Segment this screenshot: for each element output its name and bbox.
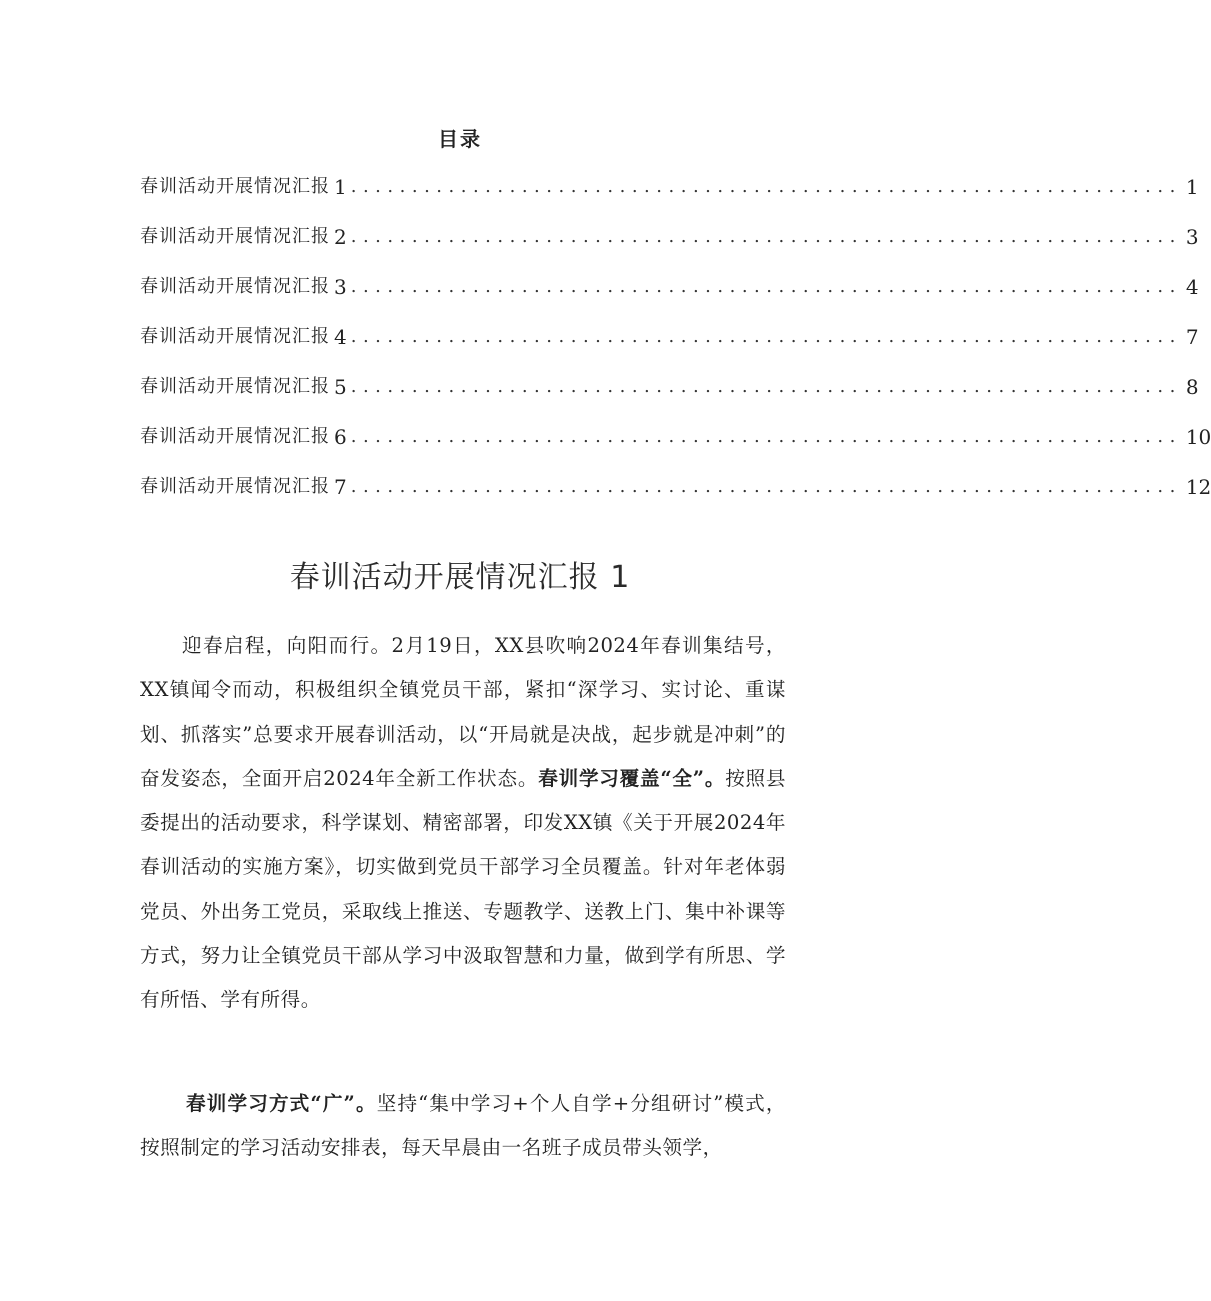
toc-dot-leader: .................................................................... — [350, 326, 1182, 347]
paragraph-text: 按照县委提出的活动要求，科学谋划、精密部署，印发XX镇《关于开展2024年春训活动的实施方案》，切实做到党员干部学习全员覆盖。针对年老体弱党员、外出务工党员，采取线上推送、专题教学、送教上门、集中补课等方式，努力让全镇党员干部从学习中汲取智慧和力量，做到学有所思、学有所悟、学有所得。 — [140, 766, 786, 1012]
toc-page-number: 7 — [1185, 325, 1199, 349]
toc-entry-title: 春训活动开展情况汇报 — [140, 226, 330, 247]
paragraph-1 — [140, 624, 786, 1023]
toc-entry-6[interactable] — [140, 418, 1211, 452]
toc-entry-3[interactable] — [140, 268, 1199, 302]
paragraph-text: 坚持“集中学习+个人自学+分组研讨”模式，按照制定的学习活动安排表，每天早晨由一名班子成员带头领学， — [140, 1092, 786, 1160]
toc-entry-number: 1 — [334, 175, 347, 199]
paragraph-2 — [140, 1082, 786, 1171]
toc-entry-number: 3 — [334, 275, 347, 299]
section-lead: 春训学习方式“广”。 — [186, 1092, 377, 1115]
toc-entry-1[interactable] — [140, 168, 1199, 202]
toc-entry-5[interactable] — [140, 368, 1199, 402]
toc-entry-number: 5 — [334, 375, 347, 399]
article-title: 春训活动开展情况汇报 1 — [289, 560, 631, 595]
toc-entry-title: 春训活动开展情况汇报 — [140, 426, 330, 447]
toc-dot-leader: .................................................................... — [350, 376, 1182, 397]
toc-page-number: 1 — [1185, 175, 1199, 199]
toc-dot-leader: .................................................................... — [350, 426, 1182, 447]
toc-entry-2[interactable] — [140, 218, 1199, 252]
toc-page-number: 10 — [1185, 425, 1211, 449]
toc-entry-number: 4 — [334, 325, 347, 349]
toc-entry-number: 7 — [334, 475, 347, 499]
toc-entry-number: 6 — [334, 425, 347, 449]
toc-page-number: 4 — [1185, 275, 1199, 299]
toc-dot-leader: .................................................................... — [350, 276, 1182, 297]
toc-dot-leader: .................................................................... — [350, 176, 1182, 197]
toc-entry-title: 春训活动开展情况汇报 — [140, 176, 330, 197]
toc-page-number: 8 — [1185, 375, 1199, 399]
toc-entry-title: 春训活动开展情况汇报 — [140, 476, 330, 497]
toc-entry-number: 2 — [334, 225, 347, 249]
toc-page-number: 3 — [1185, 225, 1199, 249]
paragraph-text: 迎春启程，向阳而行。2月19日，XX县吹响2024年春训集结号，XX镇闻令而动，积极组织全镇党员干部，紧扣“深学习、实讨论、重谋划、抓落实”总要求开展春训活动，以“开局就是决战，起步就是冲刺”的奋发姿态，全面开启2024年全新工作状态。 — [140, 634, 786, 790]
section-lead: 春训学习覆盖“全”。 — [538, 766, 726, 790]
toc-entry-4[interactable] — [140, 318, 1199, 352]
toc-entry-title: 春训活动开展情况汇报 — [140, 376, 330, 397]
toc-dot-leader: .................................................................... — [350, 226, 1182, 247]
toc-heading: 目录 — [438, 127, 482, 151]
toc-dot-leader: .................................................................... — [350, 476, 1182, 497]
toc-page-number: 12 — [1185, 475, 1211, 499]
toc-entry-7[interactable] — [140, 468, 1211, 502]
toc-entry-title: 春训活动开展情况汇报 — [140, 276, 330, 297]
toc-entry-title: 春训活动开展情况汇报 — [140, 326, 330, 347]
